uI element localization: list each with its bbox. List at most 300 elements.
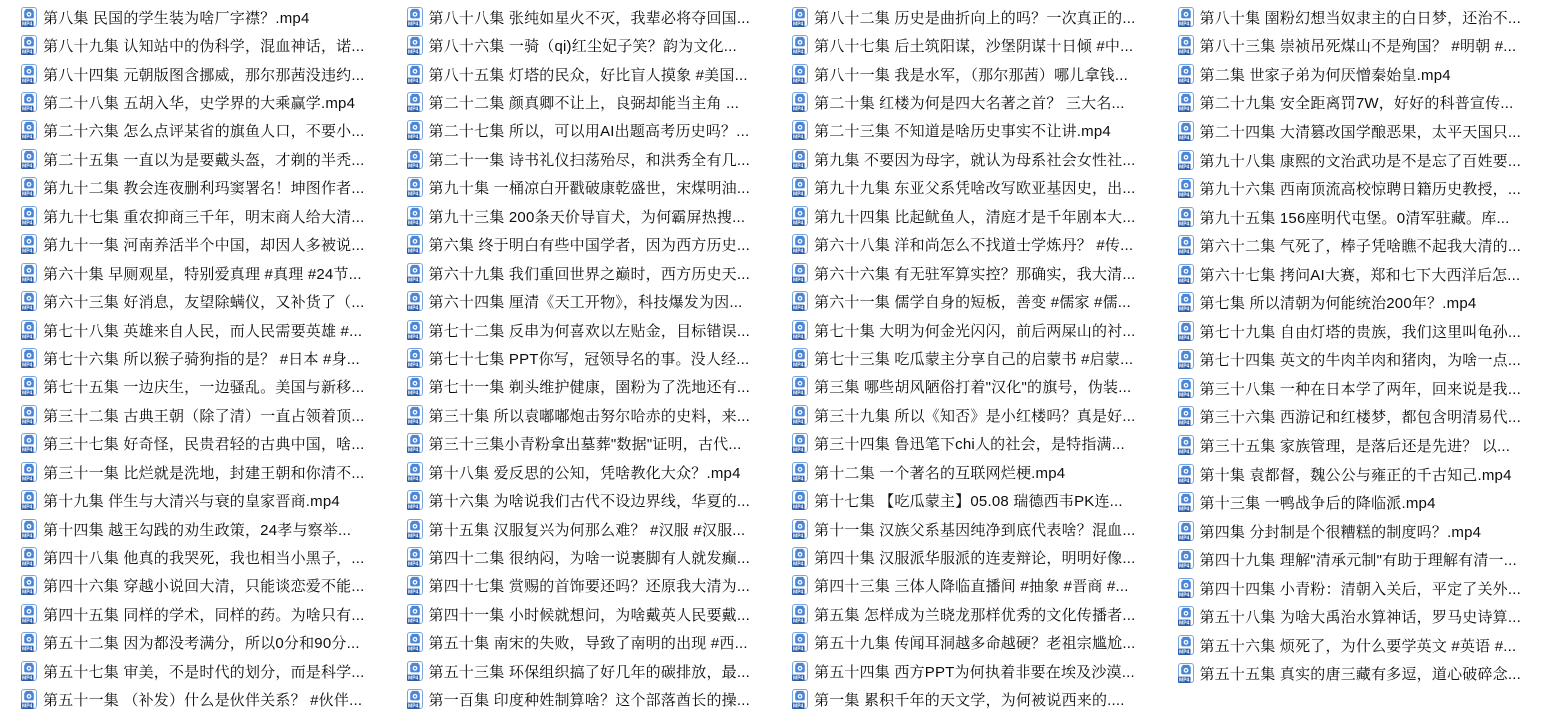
file-item[interactable] — [1157, 317, 1542, 346]
mp4-file-icon — [407, 263, 424, 284]
mp4-file-icon — [21, 92, 38, 113]
mp4-file-icon — [21, 149, 38, 170]
svg-text:MP4: MP4 — [1178, 392, 1189, 399]
mp4-file-icon — [407, 462, 424, 483]
file-item[interactable] — [0, 430, 386, 458]
svg-text:MP4: MP4 — [407, 703, 418, 710]
file-name: 第七十三集 吃瓜蒙主分享自己的启蒙书 #启蒙... — [814, 350, 1134, 368]
svg-text:MP4: MP4 — [793, 561, 804, 568]
mp4-file-icon — [1178, 578, 1195, 599]
file-item[interactable] — [386, 572, 772, 600]
file-name: 第十六集 为啥说我们古代不设边界线，华夏的... — [428, 493, 750, 511]
svg-text:MP4: MP4 — [407, 21, 418, 28]
file-name: 第七十一集 剃头维护健康，圉粉为了洗地还有... — [428, 379, 750, 397]
file-item[interactable] — [1157, 3, 1542, 32]
file-item[interactable] — [1157, 574, 1542, 603]
svg-text:MP4: MP4 — [1178, 449, 1189, 456]
file-item[interactable] — [1157, 32, 1542, 61]
mp4-file-icon — [407, 575, 424, 596]
file-item[interactable] — [0, 629, 386, 657]
file-item[interactable] — [1157, 517, 1542, 546]
file-item[interactable] — [386, 629, 772, 657]
file-name: 第九十七集 重农抑商三千年，明末商人给大清... — [43, 208, 365, 226]
svg-text:MP4: MP4 — [793, 504, 804, 511]
svg-text:MP4: MP4 — [1178, 221, 1189, 228]
svg-text:MP4: MP4 — [407, 362, 418, 369]
file-name: 第六十六集 有无驻军算实控？那确实，我大清... — [814, 265, 1136, 283]
file-item[interactable] — [771, 259, 1157, 287]
file-item[interactable] — [0, 600, 386, 628]
file-name: 第五十二集 因为都没考满分，所以0分和90分... — [43, 635, 360, 653]
mp4-file-icon — [1178, 321, 1195, 342]
file-name: 第十一集 汉族父系基因纯净到底代表啥？混血... — [814, 521, 1136, 539]
mp4-file-icon — [1178, 492, 1195, 513]
svg-text:MP4: MP4 — [793, 362, 804, 369]
mp4-file-icon — [1178, 207, 1195, 228]
svg-text:MP4: MP4 — [793, 220, 804, 227]
file-item[interactable] — [1157, 89, 1542, 118]
svg-text:MP4: MP4 — [793, 703, 804, 710]
svg-text:MP4: MP4 — [793, 476, 804, 483]
svg-text:MP4: MP4 — [1178, 192, 1189, 199]
file-item[interactable] — [771, 430, 1157, 458]
file-name: 第二十八集 五胡入华，史学界的大乘赢学.mp4 — [43, 95, 356, 113]
mp4-file-icon — [407, 206, 424, 227]
file-item[interactable] — [0, 60, 386, 88]
file-name: 第三集 哪些胡风陋俗打着"汉化"的旗号，伪装... — [814, 379, 1132, 397]
file-item[interactable] — [771, 458, 1157, 486]
mp4-file-icon — [407, 632, 424, 653]
svg-text:MP4: MP4 — [793, 618, 804, 625]
mp4-file-icon — [407, 177, 424, 198]
mp4-file-icon — [1178, 35, 1195, 56]
mp4-file-icon — [792, 320, 809, 341]
file-name: 第五十一集 （补发）什么是伙伴关系？ #伙伴... — [43, 692, 363, 710]
svg-text:MP4: MP4 — [1178, 620, 1189, 627]
file-item[interactable] — [0, 117, 386, 145]
file-item[interactable] — [386, 344, 772, 372]
file-item[interactable] — [0, 572, 386, 600]
svg-text:MP4: MP4 — [407, 192, 418, 199]
file-name: 第四十三集 三体人降临直播间 #抽象 #晋商 #... — [814, 578, 1129, 596]
file-name: 第三十四集 鲁迅笔下chi人的社会，是特指满... — [814, 436, 1125, 454]
file-name: 第五十七集 审美，不是时代的划分，而是科学... — [43, 663, 365, 681]
svg-text:MP4: MP4 — [407, 277, 418, 284]
mp4-file-icon — [1178, 235, 1195, 256]
svg-text:MP4: MP4 — [1178, 249, 1189, 256]
svg-text:MP4: MP4 — [22, 533, 33, 540]
file-name: 第十七集 【吃瓜蒙主】05.08 瑞德西韦PK连... — [814, 493, 1123, 511]
file-item[interactable] — [771, 60, 1157, 88]
mp4-file-icon — [21, 7, 38, 28]
mp4-file-icon — [1178, 264, 1195, 285]
file-item[interactable] — [1157, 488, 1542, 517]
mp4-file-icon — [792, 462, 809, 483]
mp4-file-icon — [407, 149, 424, 170]
svg-text:MP4: MP4 — [793, 135, 804, 142]
mp4-file-icon — [792, 519, 809, 540]
file-item[interactable] — [0, 401, 386, 429]
file-item[interactable] — [0, 316, 386, 344]
svg-text:MP4: MP4 — [407, 419, 418, 426]
file-item[interactable] — [0, 287, 386, 315]
file-item[interactable] — [0, 31, 386, 59]
mp4-file-icon — [407, 405, 424, 426]
file-item[interactable] — [771, 600, 1157, 628]
file-name: 第十集 袁都督，魏公公与雍正的千古知己.mp4 — [1199, 466, 1512, 484]
file-column-2 — [386, 3, 772, 714]
file-item[interactable] — [771, 344, 1157, 372]
file-column-4 — [1157, 3, 1542, 714]
file-item[interactable] — [1157, 117, 1542, 146]
file-item[interactable] — [771, 31, 1157, 59]
mp4-file-icon — [792, 604, 809, 625]
file-name: 第二十五集 一直以为是要戴头盔，才剃的半秃... — [43, 151, 365, 169]
svg-text:MP4: MP4 — [407, 504, 418, 511]
mp4-file-icon — [407, 348, 424, 369]
file-item[interactable] — [0, 686, 386, 714]
file-item[interactable] — [1157, 346, 1542, 375]
svg-text:MP4: MP4 — [793, 647, 804, 654]
mp4-file-icon — [21, 206, 38, 227]
file-name: 第九十六集 西南顶流高校惊聘日籍历史教授，... — [1199, 181, 1521, 199]
mp4-file-icon — [407, 547, 424, 568]
file-name: 第九集 不要因为母字，就认为母系社会女性社... — [814, 151, 1136, 169]
svg-text:MP4: MP4 — [1178, 135, 1189, 142]
file-name: 第九十九集 东亚父系凭啥改写欧亚基因史，出... — [814, 180, 1136, 198]
mp4-file-icon — [21, 462, 38, 483]
file-item[interactable] — [386, 458, 772, 486]
file-name: 第六十一集 儒学自身的短板，善变 #儒家 #儒... — [814, 294, 1131, 312]
svg-text:MP4: MP4 — [407, 447, 418, 454]
file-item[interactable] — [386, 430, 772, 458]
file-name: 第三十一集 比烂就是洗地，封建王朝和你清不... — [43, 464, 365, 482]
svg-text:MP4: MP4 — [407, 135, 418, 142]
file-item[interactable] — [0, 344, 386, 372]
svg-text:MP4: MP4 — [1178, 421, 1189, 428]
mp4-file-icon — [1178, 521, 1195, 542]
file-name: 第二集 世家子弟为何厌憎秦始皇.mp4 — [1199, 66, 1451, 84]
mp4-file-icon — [1178, 92, 1195, 113]
mp4-file-icon — [407, 234, 424, 255]
svg-text:MP4: MP4 — [1178, 506, 1189, 513]
file-name: 第二十一集 诗书礼仪扫荡殆尽，和洪秀全有几... — [428, 151, 750, 169]
file-item[interactable] — [771, 572, 1157, 600]
mp4-file-icon — [21, 405, 38, 426]
mp4-file-icon — [1178, 349, 1195, 370]
file-item[interactable] — [0, 458, 386, 486]
file-name: 第九十三集 200条天价导盲犬，为何霸屏热搜... — [428, 208, 746, 226]
svg-text:MP4: MP4 — [22, 362, 33, 369]
file-name: 第五集 怎样成为兰晓龙那样优秀的文化传播者... — [814, 606, 1136, 624]
file-name: 第六十九集 我们重回世界之巅时，西方历史天... — [428, 265, 750, 283]
file-name: 第三十六集 西游记和红楼梦，都包含明清易代... — [1199, 409, 1521, 427]
file-item[interactable] — [386, 287, 772, 315]
file-name: 第九十一集 河南养活半个中国，却因人多被说... — [43, 237, 365, 255]
mp4-file-icon — [21, 575, 38, 596]
mp4-file-icon — [407, 291, 424, 312]
file-name: 第八十六集 一骑（qi)红尘妃子笑？韵为文化... — [428, 38, 737, 56]
file-item[interactable] — [771, 657, 1157, 685]
file-name: 第十三集 一鸭战争后的降临派.mp4 — [1199, 495, 1436, 513]
file-item[interactable] — [1157, 174, 1542, 203]
file-item[interactable] — [771, 686, 1157, 714]
mp4-file-icon — [21, 547, 38, 568]
svg-text:MP4: MP4 — [1178, 535, 1189, 542]
file-item[interactable] — [771, 117, 1157, 145]
svg-text:MP4: MP4 — [793, 163, 804, 170]
svg-text:MP4: MP4 — [22, 447, 33, 454]
file-item[interactable] — [386, 373, 772, 401]
file-item[interactable] — [771, 88, 1157, 116]
file-item[interactable] — [1157, 403, 1542, 432]
mp4-file-icon — [21, 519, 38, 540]
file-item[interactable] — [771, 373, 1157, 401]
file-name: 第二十九集 安全距离罚7W，好好的科普宣传... — [1199, 95, 1514, 113]
file-item[interactable] — [0, 657, 386, 685]
mp4-file-icon — [792, 661, 809, 682]
file-item[interactable] — [386, 231, 772, 259]
file-item[interactable] — [0, 231, 386, 259]
svg-text:MP4: MP4 — [22, 163, 33, 170]
file-item[interactable] — [386, 686, 772, 714]
file-item[interactable] — [771, 287, 1157, 315]
svg-text:MP4: MP4 — [793, 106, 804, 113]
svg-text:MP4: MP4 — [22, 248, 33, 255]
file-item[interactable] — [0, 3, 386, 31]
mp4-file-icon — [1178, 663, 1195, 684]
svg-text:MP4: MP4 — [22, 305, 33, 312]
file-name: 第二十七集 所以，可以用AI出题高考历史吗？... — [428, 123, 750, 141]
file-item[interactable] — [386, 202, 772, 230]
file-item[interactable] — [1157, 203, 1542, 232]
mp4-file-icon — [407, 64, 424, 85]
file-item[interactable] — [1157, 545, 1542, 574]
file-name: 第九十八集 康熙的文治武功是不是忘了百姓要... — [1199, 152, 1521, 170]
file-item[interactable] — [771, 629, 1157, 657]
file-name: 第三十五集 家族管理，是落后还是先进？ 以... — [1199, 437, 1511, 455]
svg-text:MP4: MP4 — [22, 78, 33, 85]
mp4-file-icon — [407, 661, 424, 682]
file-name: 第四十九集 理解"清承元制"有助于理解有清一... — [1199, 552, 1517, 570]
file-item[interactable] — [386, 316, 772, 344]
file-item[interactable] — [386, 543, 772, 571]
file-name: 第三十九集 所以《知否》是小红楼吗？真是好... — [814, 407, 1136, 425]
file-name: 第四十五集 同样的学术，同样的药。为啥只有... — [43, 606, 365, 624]
svg-text:MP4: MP4 — [793, 590, 804, 597]
file-name: 第三十集 所以袁嘟嘟炮击努尔哈赤的史料，来... — [428, 407, 750, 425]
file-name: 第八集 民国的学生装为啥厂字襟？.mp4 — [43, 9, 310, 27]
svg-text:MP4: MP4 — [793, 447, 804, 454]
svg-text:MP4: MP4 — [1178, 335, 1189, 342]
file-name: 第八十八集 张纯如星火不灭，我辈必将夺回国... — [428, 9, 750, 27]
file-name: 第七十五集 一边庆生，一边骚乱。美国与新移... — [43, 379, 365, 397]
file-item[interactable] — [386, 145, 772, 173]
svg-text:MP4: MP4 — [793, 334, 804, 341]
file-name: 第八十九集 认知站中的伪科学，混血神话，诺... — [43, 38, 365, 56]
svg-text:MP4: MP4 — [793, 277, 804, 284]
svg-text:MP4: MP4 — [22, 419, 33, 426]
file-name: 第八十二集 历史是曲折向上的吗？一次真正的... — [814, 9, 1136, 27]
mp4-file-icon — [21, 348, 38, 369]
file-item[interactable] — [771, 543, 1157, 571]
svg-text:MP4: MP4 — [1178, 364, 1189, 371]
mp4-file-icon — [21, 120, 38, 141]
file-name: 第五十八集 为啥大禹治水算神话，罗马史诗算... — [1199, 609, 1521, 627]
mp4-file-icon — [792, 575, 809, 596]
mp4-file-icon — [21, 263, 38, 284]
svg-text:MP4: MP4 — [22, 675, 33, 682]
svg-text:MP4: MP4 — [22, 504, 33, 511]
file-name: 第四十七集 赏赐的首饰要还吗？还原我大清为... — [428, 578, 750, 596]
file-item[interactable] — [386, 174, 772, 202]
mp4-file-icon — [792, 433, 809, 454]
svg-text:MP4: MP4 — [407, 647, 418, 654]
file-item[interactable] — [771, 145, 1157, 173]
file-item[interactable] — [771, 515, 1157, 543]
svg-text:MP4: MP4 — [22, 647, 33, 654]
mp4-file-icon — [792, 120, 809, 141]
file-item[interactable] — [1157, 374, 1542, 403]
mp4-file-icon — [1178, 121, 1195, 142]
mp4-file-icon — [792, 376, 809, 397]
file-item[interactable] — [386, 259, 772, 287]
mp4-file-icon — [792, 490, 809, 511]
mp4-file-icon — [1178, 64, 1195, 85]
svg-text:MP4: MP4 — [22, 590, 33, 597]
file-item[interactable] — [1157, 146, 1542, 175]
file-name: 第四十八集 他真的我哭死，我也相当小黑子，... — [43, 550, 365, 568]
mp4-file-icon — [21, 604, 38, 625]
mp4-file-icon — [21, 632, 38, 653]
svg-text:MP4: MP4 — [793, 49, 804, 56]
file-item[interactable] — [386, 401, 772, 429]
mp4-file-icon — [21, 177, 38, 198]
file-item[interactable] — [1157, 660, 1542, 689]
mp4-file-icon — [792, 689, 809, 710]
svg-text:MP4: MP4 — [793, 192, 804, 199]
file-item[interactable] — [771, 174, 1157, 202]
file-item[interactable] — [0, 486, 386, 514]
svg-text:MP4: MP4 — [1178, 50, 1189, 57]
mp4-file-icon — [21, 64, 38, 85]
mp4-file-icon — [792, 632, 809, 653]
file-item[interactable] — [386, 515, 772, 543]
file-item[interactable] — [771, 3, 1157, 31]
svg-text:MP4: MP4 — [22, 106, 33, 113]
file-name: 第十二集 一个著名的互联网烂梗.mp4 — [814, 464, 1066, 482]
svg-text:MP4: MP4 — [1178, 278, 1189, 285]
file-item[interactable] — [1157, 288, 1542, 317]
file-item[interactable] — [1157, 431, 1542, 460]
file-item[interactable] — [0, 373, 386, 401]
svg-text:MP4: MP4 — [407, 49, 418, 56]
mp4-file-icon — [21, 490, 38, 511]
file-item[interactable] — [386, 486, 772, 514]
svg-text:MP4: MP4 — [407, 590, 418, 597]
file-item[interactable] — [0, 88, 386, 116]
svg-text:MP4: MP4 — [793, 248, 804, 255]
mp4-file-icon — [1178, 606, 1195, 627]
file-item[interactable] — [771, 486, 1157, 514]
mp4-file-icon — [1178, 435, 1195, 456]
file-name: 第六十三集 好消息，友望除螨仪，又补货了（... — [43, 294, 365, 312]
svg-text:MP4: MP4 — [407, 248, 418, 255]
file-name: 第八十四集 元朝版图含挪威，那尔那茜没违约... — [43, 66, 365, 84]
file-item[interactable] — [1157, 460, 1542, 489]
file-item[interactable] — [771, 316, 1157, 344]
mp4-file-icon — [1178, 150, 1195, 171]
svg-text:MP4: MP4 — [793, 21, 804, 28]
file-item[interactable] — [1157, 60, 1542, 89]
svg-text:MP4: MP4 — [407, 334, 418, 341]
file-item[interactable] — [386, 60, 772, 88]
mp4-file-icon — [407, 376, 424, 397]
svg-text:MP4: MP4 — [1178, 678, 1189, 685]
file-item[interactable] — [1157, 631, 1542, 660]
mp4-file-icon — [407, 490, 424, 511]
file-name: 第七集 所以清朝为何能统治200年？.mp4 — [1199, 295, 1477, 313]
mp4-file-icon — [1178, 178, 1195, 199]
file-item[interactable] — [386, 657, 772, 685]
svg-text:MP4: MP4 — [22, 334, 33, 341]
mp4-file-icon — [21, 376, 38, 397]
file-item[interactable] — [1157, 260, 1542, 289]
mp4-file-icon — [792, 348, 809, 369]
file-item[interactable] — [771, 401, 1157, 429]
file-name: 第五十四集 西方PPT为何执着非要在埃及沙漠... — [814, 663, 1135, 681]
svg-text:MP4: MP4 — [1178, 21, 1189, 28]
file-name: 第七十集 大明为何金光闪闪，前后两屎山的衬... — [814, 322, 1136, 340]
mp4-file-icon — [792, 405, 809, 426]
mp4-file-icon — [407, 433, 424, 454]
file-name: 第八十七集 后土筑阳谋，沙堡阴谋十日倾 #中... — [814, 38, 1134, 56]
svg-text:MP4: MP4 — [22, 618, 33, 625]
mp4-file-icon — [21, 35, 38, 56]
file-item[interactable] — [0, 145, 386, 173]
file-item[interactable] — [1157, 602, 1542, 631]
file-name: 第七十四集 英文的牛肉羊肉和猪肉，为啥一点... — [1199, 352, 1521, 370]
file-name: 第二十四集 大清篡改国学酿恶果，太平天国只... — [1199, 123, 1521, 141]
file-name: 第四十六集 穿越小说回大清，只能谈恋爱不能... — [43, 578, 365, 596]
file-item[interactable] — [386, 117, 772, 145]
file-item[interactable] — [0, 259, 386, 287]
file-item[interactable] — [771, 231, 1157, 259]
file-item[interactable] — [386, 88, 772, 116]
file-item[interactable] — [0, 202, 386, 230]
file-name: 第五十五集 真实的唐三藏有多逗，道心破碎念... — [1199, 666, 1521, 684]
svg-text:MP4: MP4 — [22, 21, 33, 28]
file-item[interactable] — [0, 174, 386, 202]
svg-text:MP4: MP4 — [1178, 107, 1189, 114]
file-item[interactable] — [0, 543, 386, 571]
file-name: 第四十二集 很纳闷，为啥一说裹脚有人就发癫... — [428, 550, 750, 568]
file-item[interactable] — [771, 202, 1157, 230]
mp4-file-icon — [407, 35, 424, 56]
svg-text:MP4: MP4 — [407, 78, 418, 85]
svg-text:MP4: MP4 — [1178, 592, 1189, 599]
file-item[interactable] — [0, 515, 386, 543]
file-item[interactable] — [386, 600, 772, 628]
svg-text:MP4: MP4 — [1178, 649, 1189, 656]
file-name: 第二十集 红楼为何是四大名著之首？ 三大名... — [814, 95, 1125, 113]
file-item[interactable] — [1157, 231, 1542, 260]
svg-text:MP4: MP4 — [22, 192, 33, 199]
file-item[interactable] — [386, 3, 772, 31]
file-item[interactable] — [386, 31, 772, 59]
file-name: 第九十二集 教会连夜删利玛窦署名！坤图作者... — [43, 180, 365, 198]
file-name: 第八十一集 我是水军，（那尔那茜）哪儿拿钱... — [814, 66, 1128, 84]
